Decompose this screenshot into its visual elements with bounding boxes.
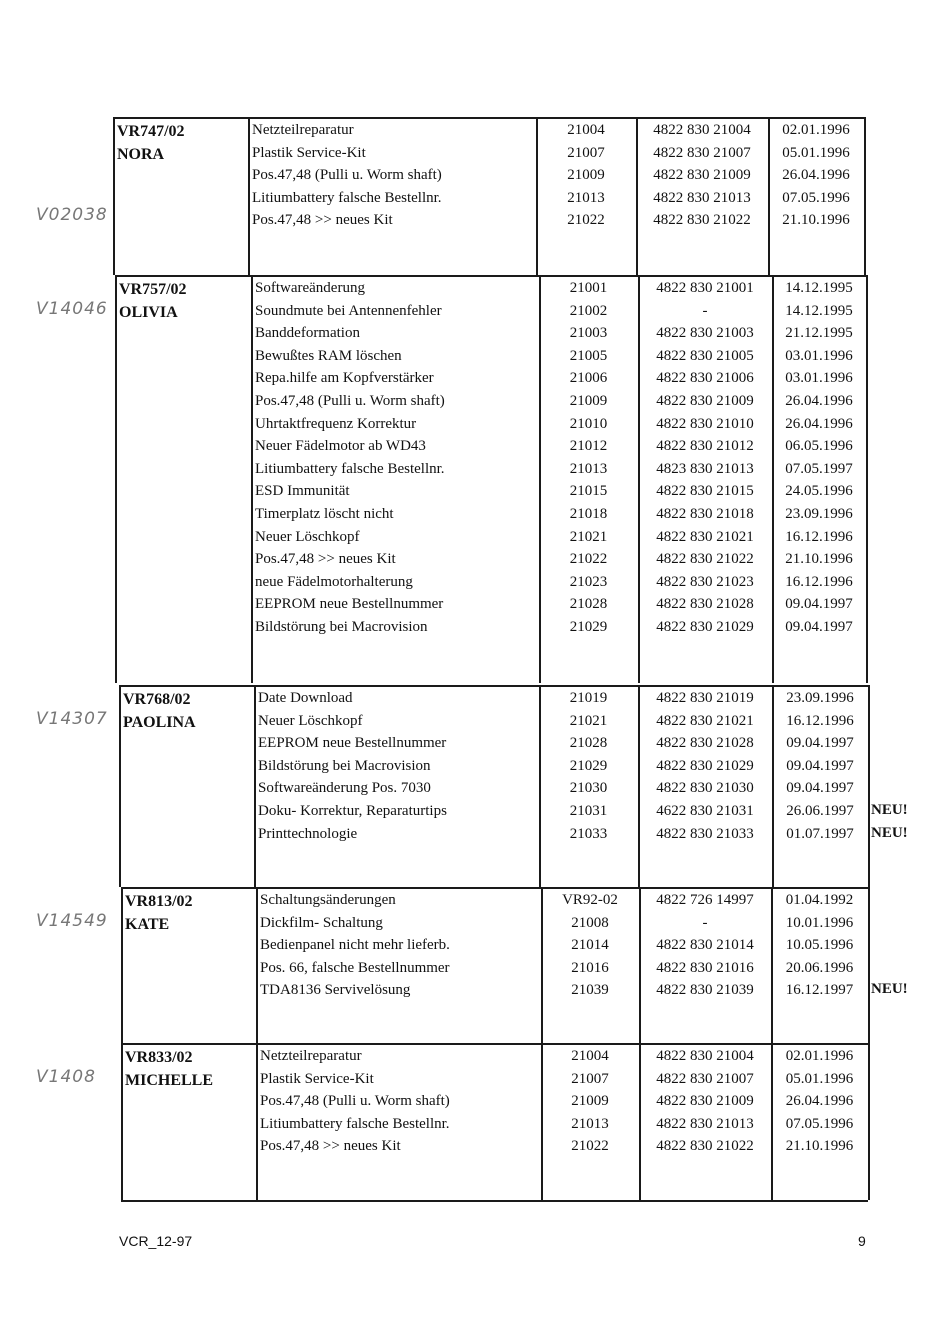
row-code: 21030	[569, 780, 608, 797]
row-part-number: 4822 830 21009	[653, 167, 751, 184]
row-date: 20.06.1996	[785, 959, 854, 976]
row-part-number: 4822 830 21009	[656, 393, 754, 409]
row-description: Netzteilreparatur	[252, 122, 354, 138]
model-name: NORA	[117, 146, 165, 163]
row-description: Softwareänderung	[255, 280, 365, 296]
row-description: Bildstörung bei Macrovision	[258, 757, 431, 774]
row-part-number: 4822 830 21009	[656, 1093, 754, 1110]
row-part-number: 4822 726 14997	[656, 892, 754, 908]
row-code: 21007	[567, 144, 605, 161]
row-description: Neuer Löschkopf	[255, 528, 360, 545]
column-divider	[248, 117, 250, 275]
column-divider	[256, 1043, 258, 1200]
row-part-number: 4822 830 21028	[656, 735, 754, 752]
row-part-number: 4822 830 21023	[656, 573, 754, 590]
row-description: ESD Immunität	[255, 483, 350, 500]
row-code: 21031	[569, 803, 608, 819]
row-date: 14.12.1995	[785, 280, 853, 296]
handwritten-note: V02038	[36, 205, 108, 225]
row-date: 02.01.1996	[785, 1048, 854, 1064]
row-description: Schaltungsänderungen	[260, 892, 396, 908]
row-description: TDA8136 Servivelösung	[260, 982, 411, 999]
row-part-number: 4822 830 21022	[653, 212, 751, 229]
row-date: 07.05.1997	[785, 460, 853, 477]
row-part-number: 4822 830 21016	[656, 959, 754, 976]
row-code: 21015	[569, 483, 608, 500]
handwritten-note: V14307	[36, 709, 108, 729]
row-code: 21019	[569, 690, 608, 706]
row-description: Soundmute bei Antennenfehler	[255, 302, 442, 319]
column-divider	[256, 887, 258, 1043]
row-date: 09.04.1997	[786, 780, 854, 797]
row-code: 21005	[569, 347, 608, 364]
column-divider	[121, 887, 123, 1043]
row-description: Timerplatz löscht nicht	[255, 506, 394, 522]
row-part-number: 4822 830 21007	[656, 1070, 754, 1087]
row-part-number: 4822 830 21015	[656, 483, 754, 500]
row-date: 26.06.1997	[786, 803, 854, 819]
new-flag: NEU!	[871, 802, 908, 818]
row-date: 21.12.1995	[785, 325, 853, 342]
row-code: 21028	[569, 735, 608, 752]
row-code: VR92-02	[562, 892, 618, 908]
row-date: 07.05.1996	[785, 1115, 854, 1132]
row-part-number: 4822 830 21004	[656, 1048, 754, 1064]
row-code: 21021	[569, 712, 608, 729]
row-code: 21022	[571, 1138, 609, 1155]
row-code: 21013	[571, 1115, 609, 1132]
row-date: 10.05.1996	[785, 937, 854, 954]
handwritten-note: V14046	[36, 299, 108, 319]
row-description: Litiumbattery falsche Bestellnr.	[252, 189, 442, 206]
row-part-number: -	[702, 302, 708, 319]
row-date: 09.04.1997	[785, 596, 853, 613]
row-code: 21013	[569, 460, 608, 477]
row-description: Printtechnologie	[258, 825, 358, 842]
row-date: 02.01.1996	[782, 122, 850, 138]
row-part-number: 4822 830 21012	[656, 438, 754, 455]
row-description: Softwareänderung Pos. 7030	[258, 780, 431, 797]
row-description: Banddeformation	[255, 325, 360, 342]
row-date: 16.12.1996	[786, 712, 854, 729]
row-description: Neuer Löschkopf	[258, 712, 363, 729]
row-description: Uhrtaktfrequenz Korrektur	[255, 415, 417, 432]
handwritten-note: V1408	[36, 1067, 96, 1087]
row-part-number: 4822 830 21022	[656, 551, 754, 568]
row-description: Netzteilreparatur	[260, 1048, 362, 1064]
row-date: 05.01.1996	[782, 144, 850, 161]
row-description: Pos.47,48 >> neues Kit	[252, 212, 393, 229]
row-part-number: 4822 830 21030	[656, 780, 754, 797]
row-description: neue Fädelmotorhalterung	[255, 573, 413, 590]
column-divider	[251, 275, 253, 683]
model-name: MICHELLE	[125, 1072, 214, 1089]
row-date: 14.12.1995	[785, 302, 853, 319]
column-divider	[115, 275, 117, 683]
row-code: 21009	[571, 1093, 609, 1110]
row-part-number: 4822 830 21021	[656, 712, 754, 729]
column-divider	[866, 275, 868, 683]
row-date: 26.04.1996	[785, 415, 853, 432]
row-date: 23.09.1996	[785, 506, 853, 522]
row-part-number: 4822 830 21007	[653, 144, 751, 161]
row-date: 07.05.1996	[782, 189, 850, 206]
row-description: Pos.47,48 >> neues Kit	[260, 1138, 401, 1155]
row-description: Dickfilm- Schaltung	[260, 914, 383, 931]
row-date: 16.12.1996	[785, 528, 853, 545]
row-part-number: 4822 830 21022	[656, 1138, 754, 1155]
row-code: 21013	[567, 189, 605, 206]
row-part-number: 4822 830 21004	[653, 122, 751, 138]
page-number: 9	[858, 1233, 866, 1249]
row-code: 21018	[569, 506, 608, 522]
row-date: 01.04.1992	[785, 892, 854, 908]
row-part-number: 4822 830 21005	[656, 347, 754, 364]
row-description: Litiumbattery falsche Bestellnr.	[260, 1115, 450, 1132]
new-flag: NEU!	[871, 981, 908, 998]
row-date: 10.01.1996	[785, 914, 854, 931]
row-part-number: 4822 830 21029	[656, 757, 754, 774]
row-part-number: 4822 830 21033	[656, 825, 754, 842]
row-code: 21003	[569, 325, 608, 342]
row-part-number: 4823 830 21013	[656, 460, 754, 477]
row-date: 26.04.1996	[785, 1093, 854, 1110]
row-date: 06.05.1996	[785, 438, 853, 455]
model-name: OLIVIA	[119, 304, 178, 321]
row-description: Pos.47,48 (Pulli u. Worm shaft)	[252, 167, 442, 184]
model-name: KATE	[125, 916, 170, 933]
row-part-number: 4822 830 21013	[656, 1115, 754, 1132]
row-description: Doku- Korrektur, Reparaturtips	[258, 803, 447, 819]
row-date: 21.10.1996	[782, 212, 850, 229]
row-description: Plastik Service-Kit	[252, 144, 366, 161]
row-code: 21039	[571, 982, 609, 999]
row-part-number: 4822 830 21001	[656, 280, 754, 296]
model-number: VR757/02	[119, 281, 187, 298]
column-divider	[113, 117, 115, 275]
row-part-number: 4622 830 21031	[656, 803, 754, 819]
row-code: 21023	[569, 573, 608, 590]
row-date: 24.05.1996	[785, 483, 853, 500]
row-part-number: 4822 830 21010	[656, 415, 754, 432]
row-description: Litiumbattery falsche Bestellnr.	[255, 460, 445, 477]
row-date: 26.04.1996	[785, 393, 853, 409]
row-part-number: 4822 830 21006	[656, 370, 754, 387]
row-description: Repa.hilfe am Kopfverstärker	[255, 370, 434, 387]
row-code: 21010	[569, 415, 608, 432]
row-part-number: 4822 830 21018	[656, 506, 754, 522]
row-date: 09.04.1997	[785, 619, 853, 635]
row-code: 21012	[569, 438, 608, 455]
handwritten-note: V14549	[36, 911, 108, 931]
row-part-number: 4822 830 21013	[653, 189, 751, 206]
table-bottom-border	[121, 1200, 868, 1202]
row-date: 23.09.1996	[786, 690, 854, 706]
row-description: Bedienpanel nicht mehr lieferb.	[260, 937, 450, 954]
row-date: 16.12.1997	[785, 982, 854, 999]
row-description: Pos.47,48 >> neues Kit	[255, 551, 396, 568]
row-code: 21014	[571, 937, 609, 954]
row-description: Date Download	[258, 690, 353, 706]
row-date: 21.10.1996	[785, 551, 853, 568]
row-description: Pos.47,48 (Pulli u. Worm shaft)	[255, 393, 445, 409]
row-date: 03.01.1996	[785, 370, 853, 387]
new-flag: NEU!	[871, 824, 908, 841]
row-code: 21004	[567, 122, 605, 138]
row-code: 21033	[569, 825, 608, 842]
row-code: 21008	[571, 914, 609, 931]
model-number: VR813/02	[125, 893, 193, 910]
row-code: 21021	[569, 528, 608, 545]
row-description: Bewußtes RAM löschen	[255, 347, 402, 364]
column-divider	[868, 887, 870, 1043]
row-description: Bildstörung bei Macrovision	[255, 619, 428, 635]
row-date: 01.07.1997	[786, 825, 854, 842]
document-id: VCR_12-97	[119, 1233, 193, 1249]
row-date: 05.01.1996	[785, 1070, 854, 1087]
model-number: VR747/02	[117, 123, 185, 140]
row-date: 03.01.1996	[785, 347, 853, 364]
row-part-number: 4822 830 21014	[656, 937, 754, 954]
row-code: 21028	[569, 596, 608, 613]
row-description: Pos. 66, falsche Bestellnummer	[260, 959, 450, 976]
row-date: 09.04.1997	[786, 757, 854, 774]
row-part-number: 4822 830 21021	[656, 528, 754, 545]
column-divider	[868, 685, 870, 887]
row-description: EEPROM neue Bestellnummer	[258, 735, 447, 752]
column-divider	[121, 1043, 123, 1200]
column-divider	[254, 685, 256, 887]
row-date: 21.10.1996	[785, 1138, 854, 1155]
row-description: EEPROM neue Bestellnummer	[255, 596, 444, 613]
row-date: 16.12.1996	[785, 573, 853, 590]
row-code: 21022	[569, 551, 608, 568]
row-part-number: -	[702, 914, 708, 931]
row-code: 21004	[571, 1048, 609, 1064]
row-date: 09.04.1997	[786, 735, 854, 752]
row-code: 21009	[567, 167, 605, 184]
column-divider	[119, 685, 121, 887]
row-part-number: 4822 830 21019	[656, 690, 754, 706]
row-part-number: 4822 830 21029	[656, 619, 754, 635]
row-code: 21009	[569, 393, 608, 409]
row-code: 21029	[569, 619, 608, 635]
row-code: 21002	[569, 302, 608, 319]
model-number: VR768/02	[123, 691, 191, 708]
row-code: 21007	[571, 1070, 609, 1087]
row-description: Pos.47,48 (Pulli u. Worm shaft)	[260, 1093, 450, 1110]
row-code: 21001	[569, 280, 608, 296]
model-number: VR833/02	[125, 1049, 193, 1066]
row-part-number: 4822 830 21039	[656, 982, 754, 999]
row-code: 21029	[569, 757, 608, 774]
row-description: Neuer Fädelmotor ab WD43	[255, 438, 426, 455]
row-code: 21016	[571, 959, 609, 976]
row-code: 21006	[569, 370, 608, 387]
column-divider	[868, 1043, 870, 1200]
row-part-number: 4822 830 21028	[656, 596, 754, 613]
row-date: 26.04.1996	[782, 167, 850, 184]
row-part-number: 4822 830 21003	[656, 325, 754, 342]
model-name: PAOLINA	[123, 714, 196, 731]
column-divider	[864, 117, 866, 275]
row-code: 21022	[567, 212, 605, 229]
row-description: Plastik Service-Kit	[260, 1070, 374, 1087]
